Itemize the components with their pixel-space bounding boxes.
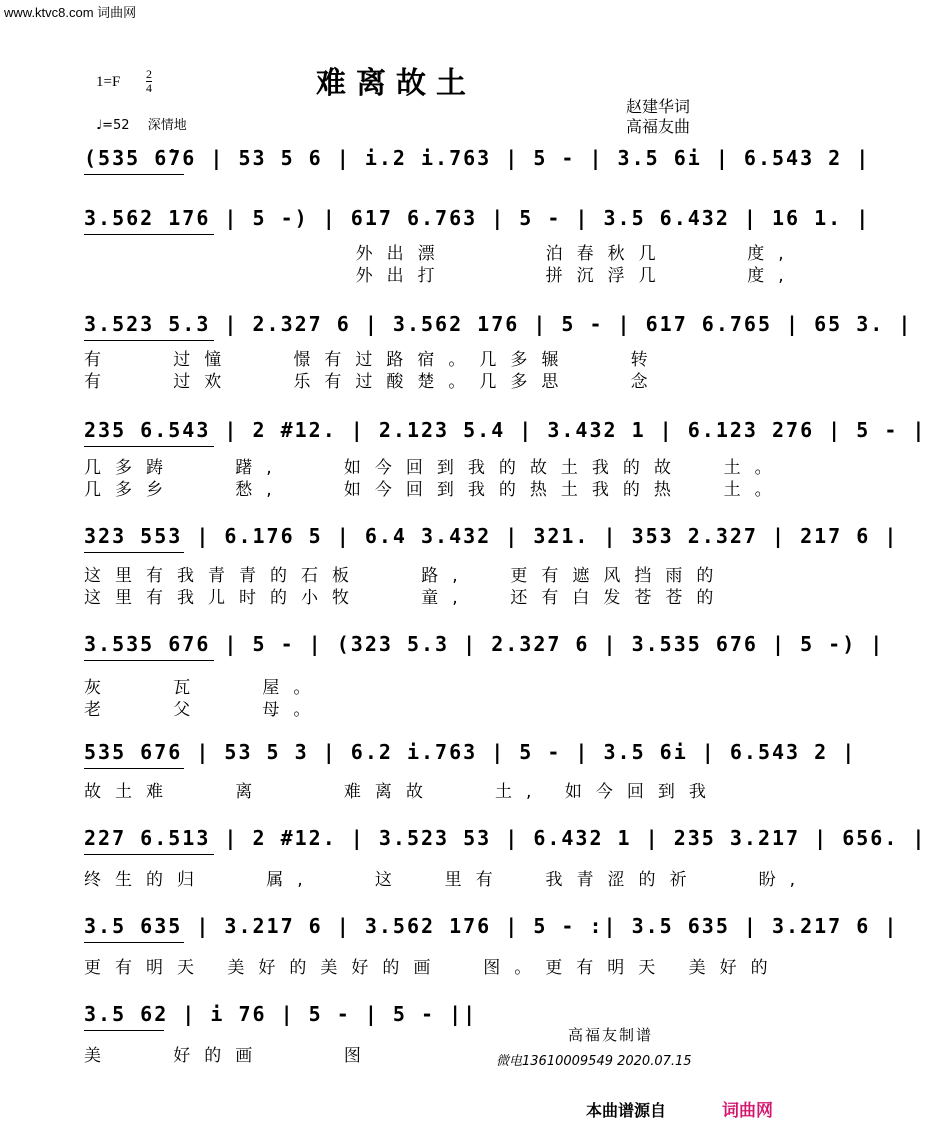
lyric-row-2-verse-2: 外出打 拼沉浮几 度, [84,266,798,286]
beam-line [84,1030,164,1031]
lyric-row-10: 美 好的画 图 [84,1046,375,1066]
score-row-4: 235 6.543 | 2 #12. | 2.123 5.4 | 3.432 1 | 6.123 276 | 5 - | [84,418,926,442]
score-row-8: 227 6.513 | 2 #12. | 3.523 53 | 6.432 1 | 235 3.217 | 656. | [84,826,926,850]
beam-line [84,340,214,341]
lyric-row-5-verse-1: 这里有我青青的石板 路, 更有遮风挡雨的 [84,566,728,586]
lyric-row-9: 更有明天 美好的美好的画 图。更有明天 美好的 [84,958,782,978]
lyric-row-6-verse-1: 灰 瓦 屋。 [84,678,325,698]
lyric-row-8: 终生的归 属, 这 里有 我青涩的祈 盼, [84,870,810,890]
lyric-row-7: 故土难 离 难离故 土, 如今回到我 [84,782,720,802]
tempo-value: ♩=52 [96,118,130,133]
tempo-marking [96,114,187,133]
beam-line [84,660,214,661]
time-bottom: 4 [146,81,152,95]
source-label: 本曲谱源自 [586,1101,667,1120]
lyric-row-3-verse-2: 有 过欢 乐有过酸楚。几多思 念 [84,372,662,392]
lyric-row-2-verse-1: 外出漂 泊春秋几 度, [84,244,798,264]
score-row-6: 3.535 676 | 5 - | (323 5.3 | 2.327 6 | 3.535 676 | 5 -) | [84,632,885,656]
lyric-row-5-verse-2: 这里有我儿时的小牧 童, 还有白发苍苍的 [84,588,728,608]
beam-line [84,446,214,447]
score-row-5: 323 553 | 6.176 5 | 6.4 3.432 | 321. | 353 2.327 | 217 6 | [84,524,899,548]
beam-line [84,942,184,943]
beam-line [84,552,184,553]
composer-credit: 高福友曲 [626,117,691,136]
key-signature: 1=F [96,74,121,90]
transcriber-credit: 高福友制谱 [568,1026,654,1044]
score-row-7: 535 676 | 53 5 3 | 6.2 i.763 | 5 - | 3.5 6i | 6.543 2 | [84,740,857,764]
song-title: 难离故土 [316,66,476,101]
beam-line [84,174,184,175]
beam-line [84,854,214,855]
expression-marking: 深情地 [147,118,187,133]
site-logo[interactable]: 词曲网 [722,1101,773,1121]
time-signature [146,68,152,95]
score-row-2: 3.562 176 | 5 -) | 617 6.763 | 5 - | 3.5 6.432 | 16 1. | [84,206,871,230]
site-url[interactable]: www.ktvc8.com 词曲网 [4,5,137,20]
score-row-9: 3.5 635 | 3.217 6 | 3.562 176 | 5 - :| 3.5 635 | 3.217 6 | [84,914,899,938]
lyricist-credit: 赵建华词 [626,97,691,116]
beam-line [84,768,184,769]
beam-line [84,234,214,235]
lyric-row-6-verse-2: 老 父 母。 [84,700,325,720]
score-row-3: 3.523 5.3 | 2.327 6 | 3.562 176 | 5 - | 617 6.765 | 65 3. | [84,312,913,336]
time-top: 2 [146,67,152,81]
score-row-10: 3.5 62 | i 76 | 5 - | 5 - || [84,1002,478,1026]
lyric-row-4-verse-1: 几多踌 躇, 如今回到我的故土我的故 土。 [84,458,786,478]
lyric-row-4-verse-2: 几多乡 愁, 如今回到我的热土我的热 土。 [84,480,786,500]
transcriber-contact: 微电13610009549 2020.07.15 [496,1054,692,1069]
lyric-row-3-verse-1: 有 过憧 憬有过路宿。几多辗 转 [84,350,662,370]
score-row-1: (535 6̇76 | 53 5 6 | i.2 i.763 | 5 - | 3.5 6i | 6.543 2 | [84,146,871,170]
